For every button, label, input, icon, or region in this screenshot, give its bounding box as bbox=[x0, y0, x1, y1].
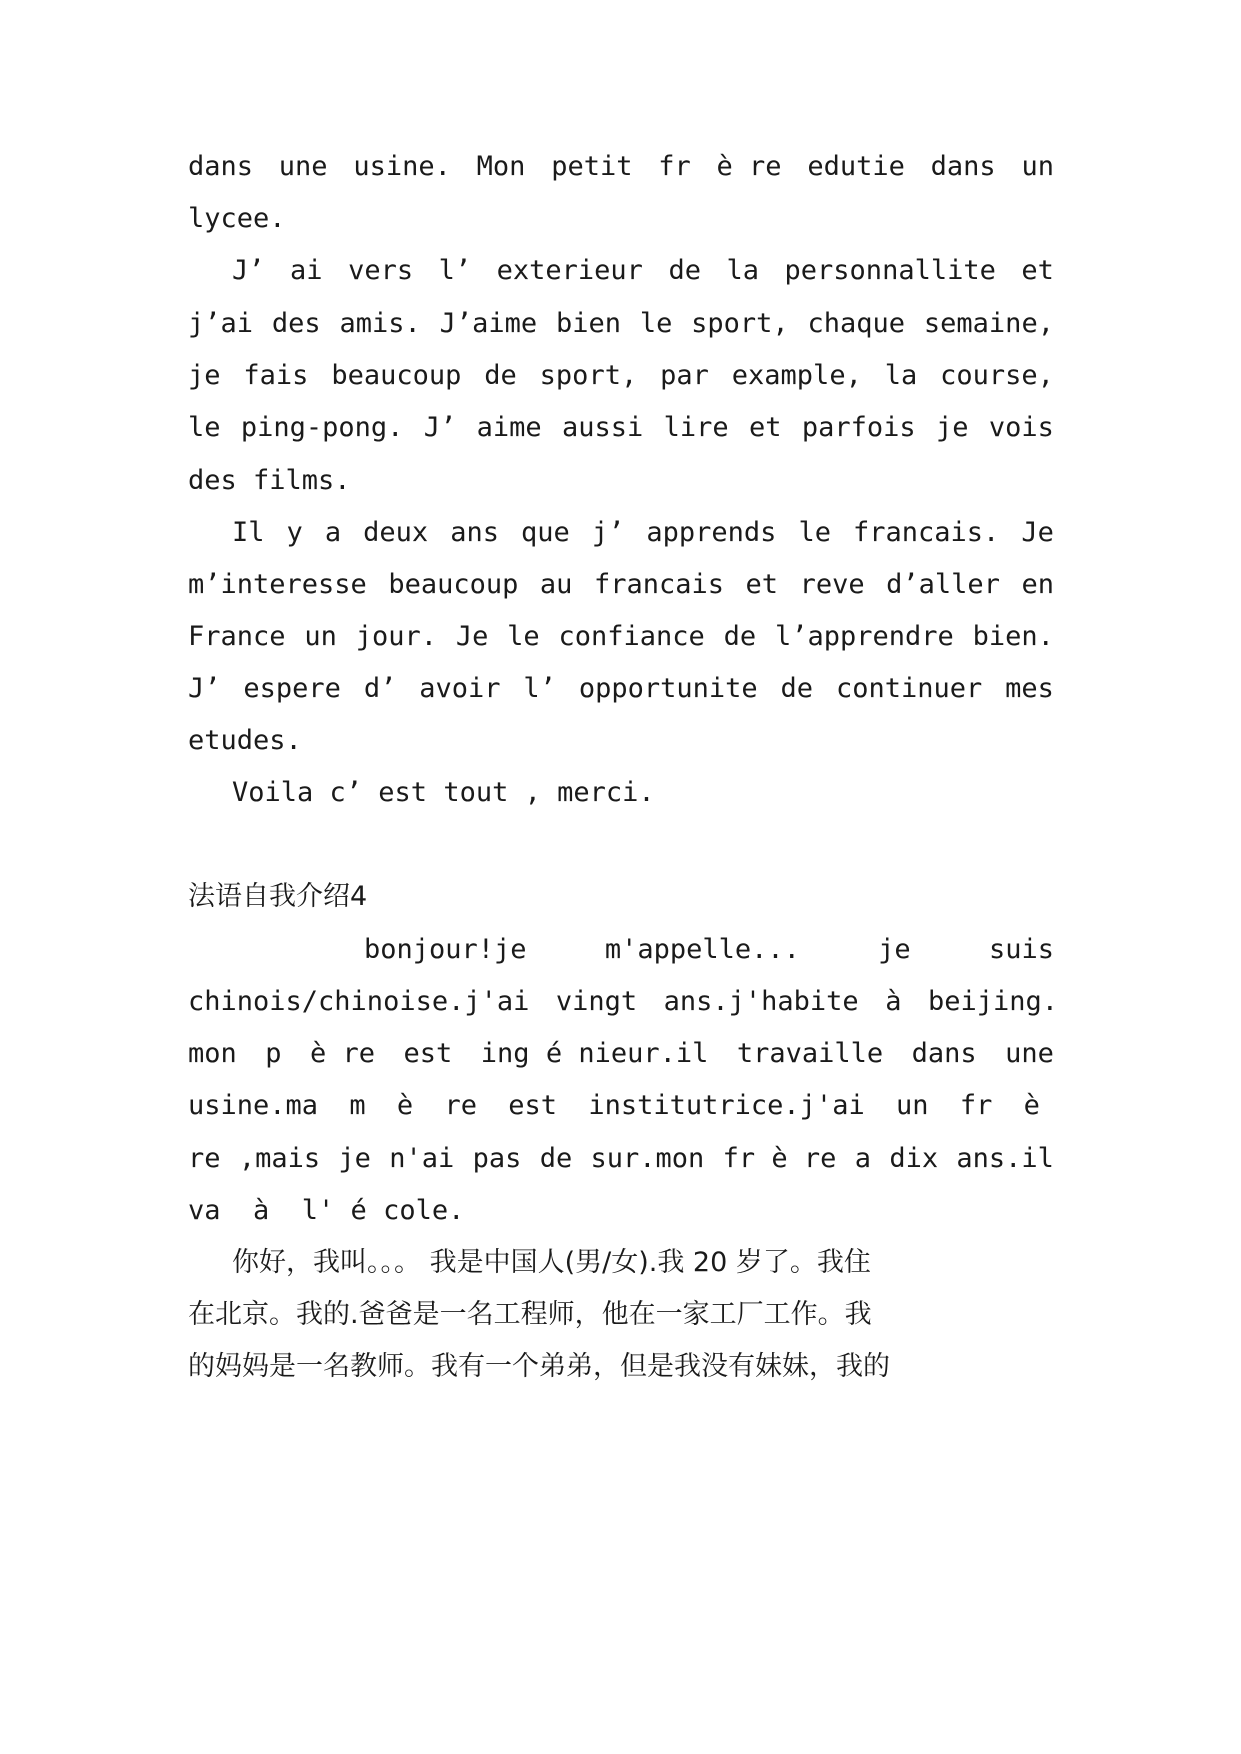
word: France bbox=[188, 621, 286, 652]
word: de bbox=[780, 673, 814, 704]
word: sport, bbox=[691, 308, 789, 339]
word: Mon bbox=[476, 151, 526, 182]
word: dans bbox=[911, 1038, 977, 1069]
word: fr bbox=[959, 1090, 993, 1121]
word: n'ai bbox=[389, 1143, 455, 1174]
word: dans bbox=[188, 151, 254, 182]
word: fr è re bbox=[722, 1143, 837, 1174]
word: re bbox=[444, 1090, 477, 1121]
word: et bbox=[749, 412, 782, 443]
p6-line-3: 的妈妈是一名教师。我有一个弟弟，但是我没有妹妹，我的 bbox=[188, 1351, 890, 1382]
word: semaine, bbox=[923, 308, 1054, 339]
word: m'appelle... bbox=[604, 934, 800, 965]
word: le bbox=[639, 308, 673, 339]
word: è bbox=[1023, 1090, 1040, 1121]
word: vingt bbox=[555, 986, 638, 1017]
word: deux bbox=[363, 517, 429, 548]
word: d’ bbox=[363, 673, 397, 704]
word: amis. bbox=[339, 308, 421, 339]
word: vers bbox=[348, 255, 414, 286]
word: fr bbox=[658, 151, 691, 182]
word: dix bbox=[889, 1143, 939, 1174]
word: je bbox=[878, 934, 911, 965]
word: p bbox=[265, 1038, 282, 1069]
p5-line-4 bbox=[188, 1086, 1040, 1126]
p5-line-6: va à l' é cole. bbox=[188, 1195, 465, 1226]
word: bonjour!je bbox=[364, 934, 527, 965]
p2-line-2 bbox=[188, 304, 1054, 344]
word: je bbox=[338, 1143, 371, 1174]
word: d’aller bbox=[886, 569, 1000, 600]
word: re bbox=[188, 1143, 221, 1174]
word: J’ bbox=[188, 673, 221, 704]
word: j’ai bbox=[188, 308, 254, 339]
word: usine.ma bbox=[188, 1090, 319, 1121]
word: en bbox=[1021, 569, 1054, 600]
word: J’ bbox=[423, 412, 457, 443]
p6-line-1: 你好，我叫。。。 我是中国人(男/女).我 20 岁了。我住 bbox=[232, 1247, 871, 1278]
word: apprends bbox=[646, 517, 777, 548]
word: opportunite bbox=[578, 673, 758, 704]
word: jour. bbox=[355, 621, 437, 652]
word: Je bbox=[455, 621, 489, 652]
word: de bbox=[668, 255, 701, 286]
word: chaque bbox=[807, 308, 906, 339]
section-title: 法语自我介绍4 bbox=[188, 881, 368, 912]
word: vois bbox=[988, 412, 1054, 443]
word: bien bbox=[555, 308, 621, 339]
word: espere bbox=[243, 673, 341, 704]
p2-line-3 bbox=[188, 356, 1054, 396]
word: un bbox=[1021, 151, 1054, 182]
word: continuer bbox=[835, 673, 983, 704]
word: J’aime bbox=[439, 308, 538, 339]
p6-line-2: 在北京。我的.爸爸是一名工程师，他在一家工厂工作。我 bbox=[188, 1299, 872, 1330]
word: un bbox=[304, 621, 337, 652]
word: beijing. bbox=[927, 986, 1058, 1017]
word: ,mais bbox=[238, 1143, 321, 1174]
word: francais. bbox=[853, 517, 1000, 548]
word: parfois bbox=[801, 412, 916, 443]
word: lire bbox=[663, 412, 729, 443]
word: de bbox=[539, 1143, 573, 1174]
word: institutrice.j'ai bbox=[588, 1090, 865, 1121]
word: la bbox=[726, 255, 760, 286]
p3-line-3 bbox=[188, 617, 1054, 657]
word: mon bbox=[188, 1038, 237, 1069]
word: le bbox=[188, 412, 221, 443]
word: edutie bbox=[807, 151, 905, 182]
word: reve bbox=[799, 569, 865, 600]
word: confiance bbox=[558, 621, 705, 652]
p5-line-3 bbox=[188, 1034, 1054, 1074]
p5-line-2 bbox=[188, 982, 1058, 1022]
word: è re bbox=[310, 1038, 376, 1069]
word: chinois/chinoise.j'ai bbox=[188, 986, 530, 1017]
word: mes bbox=[1005, 673, 1054, 704]
word: je bbox=[936, 412, 969, 443]
p5-line-1 bbox=[364, 930, 1054, 970]
word: ans.j'habite bbox=[663, 986, 859, 1017]
word: beaucoup bbox=[388, 569, 519, 600]
word: personnallite bbox=[784, 255, 996, 286]
word: bien. bbox=[972, 621, 1054, 652]
word: sur.mon bbox=[590, 1143, 705, 1174]
word: ans.il bbox=[956, 1143, 1054, 1174]
word: petit bbox=[551, 151, 633, 182]
word: l’ bbox=[523, 673, 556, 704]
word: est bbox=[508, 1090, 558, 1121]
p2-line-1 bbox=[232, 251, 1054, 291]
word: usine. bbox=[353, 151, 451, 182]
p1-line-2: lycee. bbox=[188, 203, 286, 234]
word: l’apprendre bbox=[775, 621, 954, 652]
word: le bbox=[507, 621, 540, 652]
word: è bbox=[396, 1090, 414, 1121]
word: avoir bbox=[419, 673, 501, 704]
word: et bbox=[1021, 255, 1054, 286]
word: l’ bbox=[438, 255, 472, 286]
word: è re bbox=[716, 151, 782, 182]
word: et bbox=[745, 569, 779, 600]
word: au bbox=[539, 569, 573, 600]
word: ping-pong. bbox=[240, 412, 404, 443]
p1-line-1 bbox=[188, 147, 1054, 187]
word: par bbox=[660, 360, 709, 391]
word: Je bbox=[1021, 517, 1054, 548]
word: est bbox=[403, 1038, 453, 1069]
word: m’interesse bbox=[188, 569, 367, 600]
word: sport, bbox=[539, 360, 638, 391]
word: exterieur bbox=[496, 255, 643, 286]
word: m bbox=[349, 1090, 366, 1121]
word: je bbox=[188, 360, 221, 391]
word: dans bbox=[930, 151, 996, 182]
word: de bbox=[484, 360, 517, 391]
word: fais bbox=[243, 360, 309, 391]
word: de bbox=[723, 621, 757, 652]
word: la bbox=[884, 360, 918, 391]
word: course, bbox=[940, 360, 1054, 391]
word: francais bbox=[593, 569, 725, 600]
word: pas bbox=[472, 1143, 522, 1174]
word: que bbox=[521, 517, 570, 548]
word: j’ bbox=[591, 517, 625, 548]
word: à bbox=[885, 986, 902, 1017]
word: a bbox=[854, 1143, 871, 1174]
p3-line-5: etudes. bbox=[188, 725, 302, 756]
p3-line-2 bbox=[188, 565, 1054, 605]
word: a bbox=[324, 517, 342, 548]
word: travaille bbox=[736, 1038, 884, 1069]
p3-line-4 bbox=[188, 669, 1054, 709]
word: ing é nieur.il bbox=[480, 1038, 709, 1069]
p2-line-5: des films. bbox=[188, 465, 351, 496]
p3-line-1 bbox=[232, 513, 1054, 553]
word: ai bbox=[290, 255, 323, 286]
word: beaucoup bbox=[331, 360, 462, 391]
word: une bbox=[1005, 1038, 1054, 1069]
word: J’ bbox=[232, 255, 265, 286]
p2-line-4 bbox=[188, 408, 1054, 448]
word: des bbox=[271, 308, 321, 339]
word: Il bbox=[232, 517, 265, 548]
p4-line-1: Voila c’ est tout , merci. bbox=[232, 777, 655, 808]
word: example, bbox=[731, 360, 862, 391]
word: une bbox=[278, 151, 328, 182]
word: suis bbox=[988, 934, 1054, 965]
word: ans bbox=[450, 517, 499, 548]
word: un bbox=[896, 1090, 929, 1121]
word: le bbox=[798, 517, 831, 548]
word: y bbox=[286, 517, 303, 548]
word: aussi bbox=[562, 412, 644, 443]
p5-line-5 bbox=[188, 1139, 1054, 1179]
word: aime bbox=[476, 412, 542, 443]
